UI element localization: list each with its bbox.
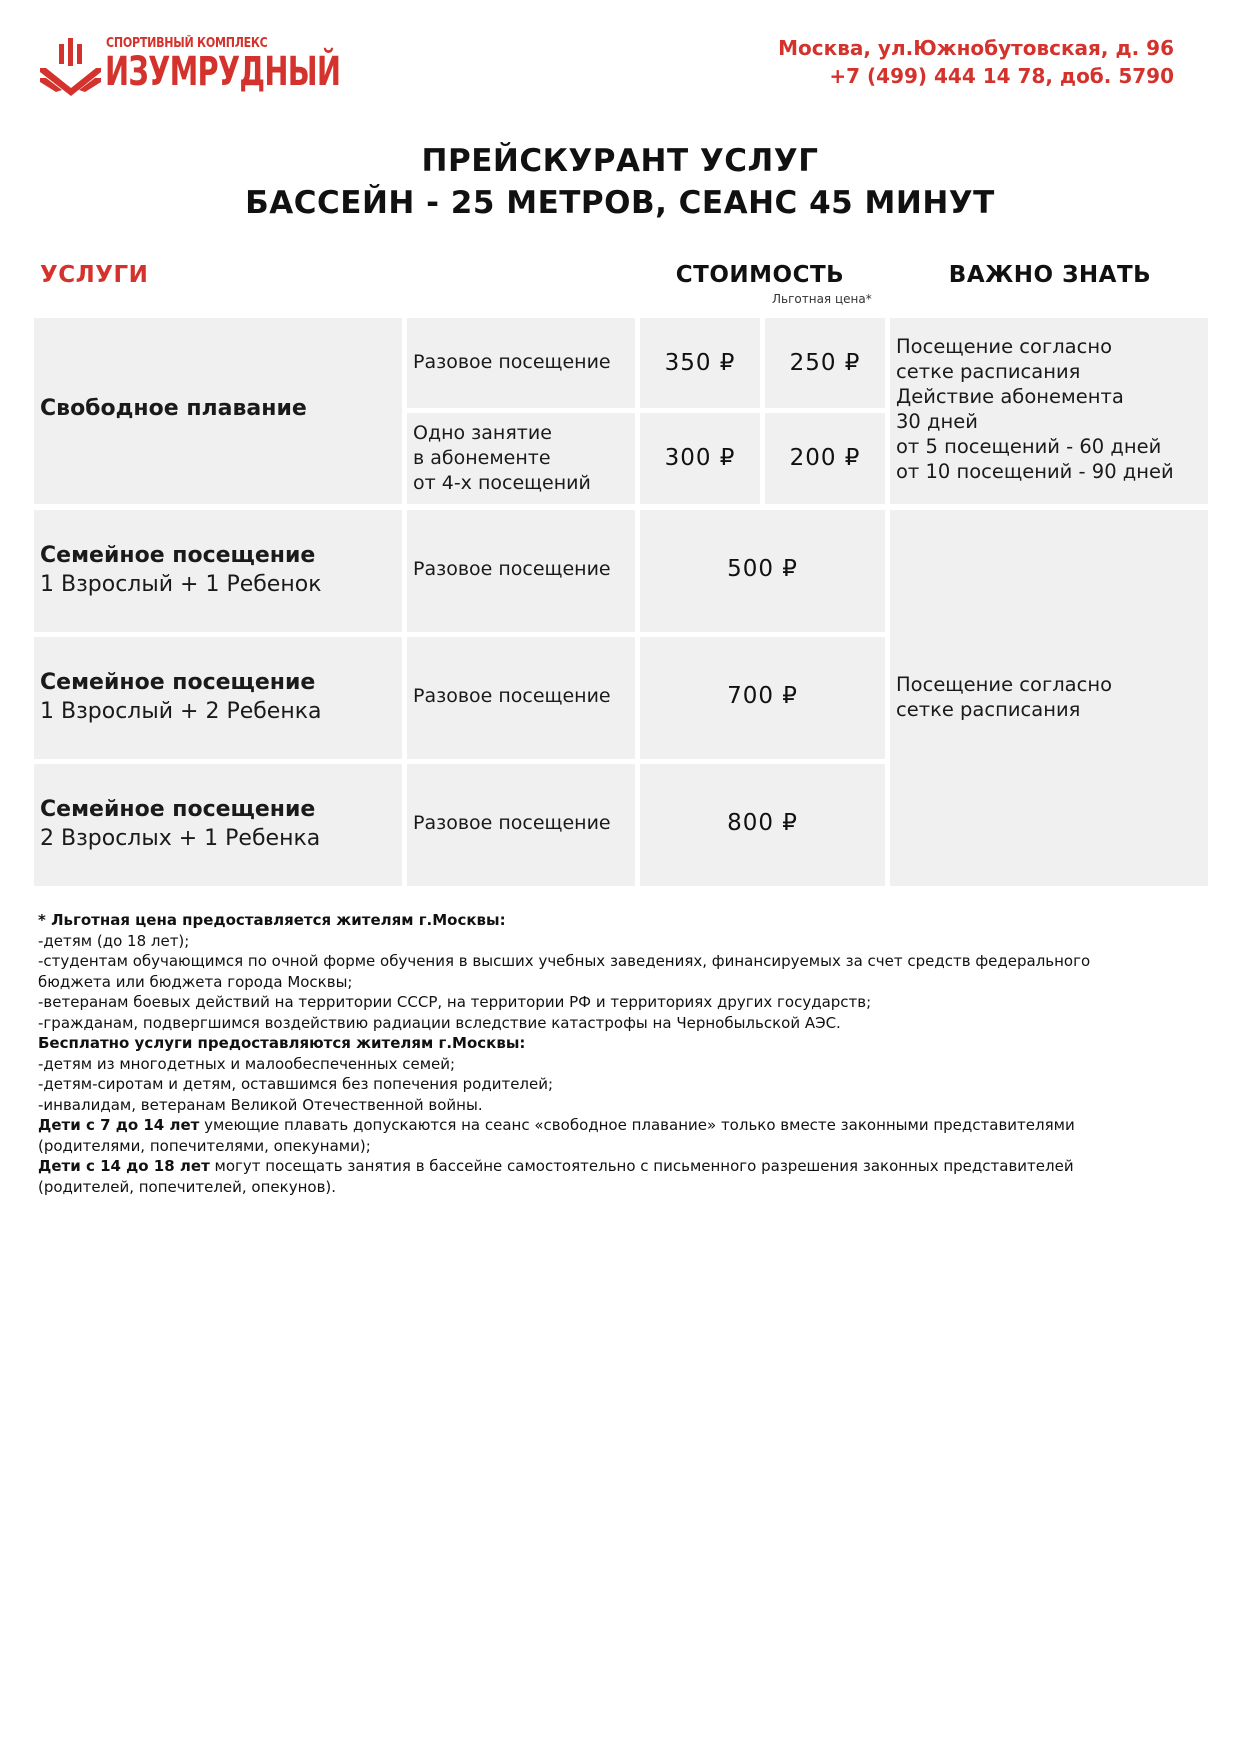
footnote-line: -студентам обучающимся по очной форме обучения в высших учебных заведениях, финансируемых за счет средств федерального [38, 952, 1091, 970]
price-cell [640, 764, 885, 886]
option-label: Разовое посещение [413, 685, 611, 707]
address: Москва, ул.Южнобутовская, д. 96 [778, 36, 1174, 60]
page-header [0, 0, 1240, 120]
logo-emblem-icon [38, 38, 102, 96]
footnote-line: (родителей, попечителей, опекунов). [38, 1177, 337, 1196]
column-header-note: ВАЖНО ЗНАТЬ [948, 262, 1152, 288]
service-cell-free-swim [34, 318, 402, 504]
footnote-line: -детям (до 18 лет); [38, 931, 190, 950]
footnote-heading: Бесплатно услуги предоставляются жителям г.Москвы: [38, 1034, 526, 1052]
price: 800 ₽ [727, 810, 798, 836]
option-label: Разовое посещение [413, 351, 611, 373]
footnote-line: бюджета или бюджета города Москвы; [38, 972, 353, 991]
service-subtitle: 1 Взрослый + 1 Ребенок [40, 572, 322, 597]
note-line: 30 дней [896, 410, 978, 433]
option-label: Разовое посещение [413, 812, 611, 834]
logo-subtitle: СПОРТИВНЫЙ КОМПЛЕКС [106, 36, 268, 51]
footnote-line: -детям-сиротам и детям, оставшимся без попечения родителей; [38, 1075, 554, 1093]
price: 500 ₽ [727, 556, 798, 582]
column-header-services: УСЛУГИ [40, 262, 149, 288]
footnote-line: (родителями, попечителями, опекунами); [38, 1136, 371, 1155]
contact-info [778, 34, 1174, 90]
footnote-line: -гражданам, подвергшимся воздействию радиации вследствие катастрофы на Чернобыльской АЭС. [38, 1013, 841, 1032]
logo [38, 36, 341, 96]
price-cell [640, 413, 760, 504]
footnote-line: -ветеранам боевых действий на территории СССР, на территории РФ и территориях других государств; [38, 993, 872, 1011]
footnote-heading: * Льготная цена предоставляется жителям г.Москвы: [38, 911, 506, 929]
option-label: Разовое посещение [413, 558, 611, 580]
price: 700 ₽ [727, 683, 798, 709]
price: 300 ₽ [664, 445, 736, 471]
note-cell-free-swim [890, 318, 1208, 504]
service-title: Семейное посещение [40, 670, 316, 695]
discount-price-cell [765, 413, 885, 504]
option-cell [407, 510, 635, 632]
footnote-text: умеющие плавать допускаются на сеанс «свободное плавание» только вместе законными представителями [199, 1116, 1075, 1134]
footnote-text: могут посещать занятия в бассейне самостоятельно с письменного разрешения законных представителей [209, 1157, 1074, 1175]
note-line: сетке расписания [896, 360, 1081, 383]
note-line: Посещение согласно [896, 673, 1113, 696]
service-subtitle: 1 Взрослый + 2 Ребенка [40, 699, 322, 724]
service-title: Семейное посещение [40, 797, 316, 822]
footnote-line: -детям из многодетных и малообеспеченных семей; [38, 1054, 456, 1073]
column-header-cost: СТОИМОСТЬ [675, 262, 845, 288]
page-title [0, 140, 1240, 224]
service-title: Свободное плавание [40, 396, 307, 421]
discount-price: 200 ₽ [789, 445, 861, 471]
note-cell-family [890, 510, 1208, 886]
discount-price: 250 ₽ [789, 350, 861, 376]
option-label-line: в абонементе [413, 447, 551, 469]
title-line-2: БАССЕЙН - 25 МЕТРОВ, СЕАНС 45 МИНУТ [245, 185, 995, 221]
footnote-bold: Дети с 14 до 18 лет [38, 1157, 210, 1175]
option-cell [407, 318, 635, 408]
option-label-line: Одно занятие [413, 422, 552, 444]
price-cell [640, 510, 885, 632]
note-line: от 10 посещений - 90 дней [896, 460, 1174, 483]
service-cell-family-1 [34, 510, 402, 632]
note-line: Посещение согласно [896, 335, 1113, 358]
phone: +7 (499) 444 14 78, доб. 5790 [829, 64, 1174, 88]
logo-name: ИЗУМРУДНЫЙ [105, 49, 341, 95]
option-label-line: от 4-х посещений [413, 472, 591, 494]
service-cell-family-3 [34, 764, 402, 886]
note-line: сетке расписания [896, 698, 1081, 721]
title-line-1: ПРЕЙСКУРАНТ УСЛУГ [421, 143, 819, 179]
option-cell [407, 413, 635, 504]
price-cell [640, 637, 885, 759]
note-line: от 5 посещений - 60 дней [896, 435, 1162, 458]
footnote-line: -инвалидам, ветеранам Великой Отечественной войны. [38, 1095, 483, 1114]
service-cell-family-2 [34, 637, 402, 759]
option-cell [407, 637, 635, 759]
price-cell [640, 318, 760, 408]
footnote-bold: Дети с 7 до 14 лет [38, 1116, 200, 1134]
service-title: Семейное посещение [40, 543, 316, 568]
column-header-cost-sub: Льготная цена* [772, 292, 872, 306]
price: 350 ₽ [664, 350, 736, 376]
footnotes [38, 910, 1208, 1197]
note-line: Действие абонемента [896, 385, 1124, 408]
discount-price-cell [765, 318, 885, 408]
option-cell [407, 764, 635, 886]
service-subtitle: 2 Взрослых + 1 Ребенка [40, 826, 321, 851]
